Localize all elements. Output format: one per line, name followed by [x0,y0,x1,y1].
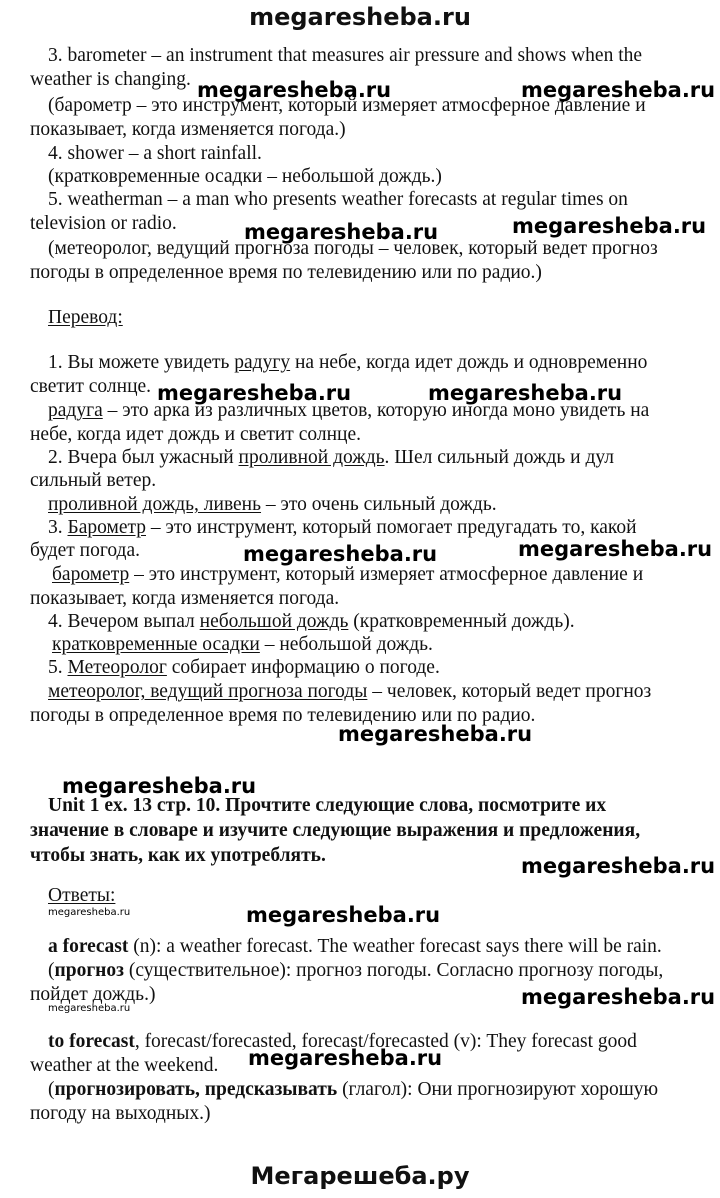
text: ( [48,960,55,981]
translation-definition-5-line2: погоды в определенное время по телевидению или по радио. [30,705,536,726]
term: небольшой дождь [199,611,349,632]
forecast-noun-line1 [48,936,662,958]
translation-definition-3-line2: показывает, когда изменяется погода. [30,588,340,609]
translation-definition-1-line2: небе, когда идет дождь и светит солнце. [30,424,361,445]
translation-definition-5 [48,681,651,703]
text: на небе, когда идет дождь и одновременно [290,352,648,373]
translation-sentence-1-line2: светит солнце. [30,376,152,397]
text: (n): a weather forecast. The weather forecast says there will be rain. [128,936,662,957]
text: 3. [48,517,68,538]
watermark: megaresheba.ru [521,854,716,878]
exercise-title-line1: Unit 1 ex. 13 стр. 10. Прочтите следующие слова, посмотрите их [48,795,607,816]
watermark: megaresheba.ru [157,381,352,405]
def-weatherman-ru1: (метеоролог, ведущий прогноза погоды – человек, который ведет прогноз [48,238,658,259]
translation-sentence-2 [48,447,614,469]
watermark-small: megaresheba.ru [48,907,131,918]
term: барометр [52,564,130,585]
term: to forecast [48,1031,135,1052]
site-header: megaresheba.ru [249,3,471,31]
term: Метеоролог [67,657,167,678]
watermark: megaresheba.ru [246,903,441,927]
forecast-verb-ru1 [48,1079,658,1101]
translation-sentence-4 [48,611,575,633]
text: 2. Вчера был ужасный [48,447,239,468]
translation-sentence-1 [48,352,647,374]
watermark: megaresheba.ru [521,985,716,1009]
watermark: megaresheba.ru [197,78,392,102]
text: – это очень сильный дождь. [261,494,497,515]
text: 1. Вы можете увидеть [48,352,235,373]
text: – это арка из различных цветов, которую иногда моно увидеть на [102,400,650,421]
def-barometer-ru2: показывает, когда изменяется погода.) [30,119,346,140]
text: – это инструмент, который помогает предугадать то, какой [146,517,637,538]
translation-sentence-5 [48,657,440,679]
text: ( [48,1079,55,1100]
translation-definition-4 [52,634,433,656]
watermark: megaresheba.ru [62,774,257,798]
watermark: megaresheba.ru [428,381,623,405]
text: собирает информацию о погоде. [166,657,440,678]
def-weatherman-ru2: погоды в определенное время по телевидению или по радио.) [30,262,542,283]
def-barometer-line2: weather is changing. [30,69,191,90]
answers-heading: Ответы: [48,885,116,906]
forecast-verb-ru2: погоду на выходных.) [30,1103,211,1124]
watermark: megaresheba.ru [521,78,716,102]
watermark: megaresheba.ru [512,214,707,238]
translation-heading: Перевод: [48,307,123,328]
term: проливной дождь, ливень [48,494,262,515]
forecast-noun-ru2: пойдет дождь.) [30,984,156,1005]
forecast-verb-line2: weather at the weekend. [30,1055,219,1076]
watermark: megaresheba.ru [518,537,713,561]
text: – небольшой дождь. [259,634,433,655]
translation-definition-2 [48,494,497,516]
site-footer: Мегарешеба.ру [250,1162,470,1190]
text: (кратковременный дождь). [348,611,575,632]
watermark: megaresheba.ru [248,1046,443,1070]
term: a forecast [48,936,129,957]
term: метеоролог, ведущий прогноза погоды [48,681,368,702]
term: кратковременные осадки [52,634,260,655]
text: (существительное): прогноз погоды. Согласно прогнозу погоды, [124,960,664,981]
watermark: megaresheba.ru [338,722,533,746]
def-weatherman-line1: 5. weatherman – a man who presents weather forecasts at regular times on [48,189,628,210]
text: (глагол): Они прогнозируют хорошую [337,1079,659,1100]
translation-sentence-3 [48,517,637,539]
term: прогноз [54,960,125,981]
def-barometer-ru1: (барометр – это инструмент, который измеряет атмосферное давление и [48,95,646,116]
watermark: megaresheba.ru [243,542,438,566]
watermark: megaresheba.ru [244,220,439,244]
translation-definition-3 [52,564,643,586]
text: – человек, который ведет прогноз [367,681,652,702]
exercise-title-line2: значение в словаре и изучите следующие выражения и предложения, [30,820,641,841]
watermark-small: megaresheba.ru [48,1003,131,1014]
text: – это инструмент, который измеряет атмосферное давление и [129,564,644,585]
term: радуга [48,400,103,421]
text: . Шел сильный дождь и дул [384,447,614,468]
term: проливной дождь [238,447,385,468]
term: радугу [234,352,291,373]
def-shower-line1: 4. shower – a short rainfall. [48,143,262,164]
term: прогнозировать, предсказывать [54,1079,338,1100]
def-barometer-line1: 3. barometer – an instrument that measures air pressure and shows when the [48,45,643,66]
forecast-noun-ru1 [48,960,663,982]
def-shower-ru1: (кратковременные осадки – небольшой дождь.) [48,166,442,187]
text: , forecast/forecasted, forecast/forecasted (v): They forecast good [134,1031,637,1052]
exercise-title-line3: чтобы знать, как их употреблять. [30,845,326,866]
text: 5. [48,657,68,678]
translation-sentence-2-line2: сильный ветер. [30,470,157,491]
def-weatherman-line2: television or radio. [30,213,177,234]
translation-sentence-3-line2: будет погода. [30,540,141,561]
text: 4. Вечером выпал [48,611,200,632]
term: Барометр [67,517,146,538]
